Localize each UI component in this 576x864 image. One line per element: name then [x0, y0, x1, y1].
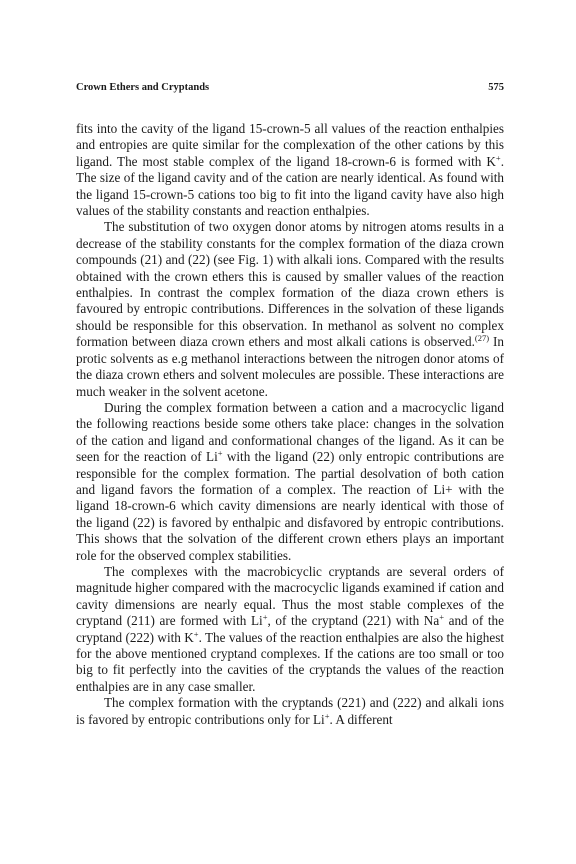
text-run: . A different: [329, 711, 393, 727]
superscript: +: [495, 152, 501, 163]
text-run: , of the cryptand (221) with Na: [267, 613, 440, 629]
text-run: with the ligand (22) only entropic contributions are responsible for the complex formation. The partial desolvation of both cation and ligand favors the formation of a complex. The reaction of Li+ with the ligand 18-crown-6 which cavity dimensions are nearly identical with those of the ligand (22) is favored by enthalpic and disfavored by entropic contributions. This shows that the solvation of the different crown ethers plays an important role for the observed complex stabilities.: [76, 449, 504, 563]
running-head-title: Crown Ethers and Cryptands: [76, 82, 210, 93]
text-run: and of the cryptand (222) with K: [76, 613, 505, 645]
superscript: +: [193, 628, 199, 639]
superscript: +: [439, 612, 444, 623]
text-run: fits into the cavity of the ligand 15-crown-5 all values of the reaction enthalpies and entropies are quite similar for the complexation of the other cations by this ligand. The most stable complex of the ligand 18-crown-6 is formed with K: [76, 121, 504, 169]
superscript: +: [262, 612, 268, 623]
paragraph-1: [76, 121, 504, 219]
text-run: The complex formation with the cryptands (221) and (222) and alkali ions is favored by entropic contributions only for Li: [76, 695, 504, 727]
paragraph-4: [76, 564, 504, 695]
text-run: . The size of the ligand cavity and of the cation are nearly identical. As found with the ligand 15-crown-5 cations too big to fit into the ligand cavity have also high values of the stability constants and reaction enthalpies.: [76, 153, 504, 219]
running-head: [76, 82, 504, 93]
superscript: +: [324, 710, 330, 721]
paragraph-2: [76, 219, 504, 399]
text-run: The substitution of two oxygen donor atoms by nitrogen atoms results in a decrease of the stability constants for the complex formation of the diaza crown compounds (21) and (22) (see Fig. 1) with alkali ions. Compared with the results obtained with the crown ethers this is caused by smaller values of the reaction enthalpies. In contrast the complex formation of the diaza crown ethers is favoured by entropic contributions. Differences in the solvation of these ligands should be responsible for this observation. In methanol as solvent no complex formation between diaza crown ethers and most alkali cations is observed.: [76, 219, 504, 350]
text-run: During the complex formation between a cation and a macrocyclic ligand the following reactions beside some others take place: changes in the solvation of the cation and ligand and conformational changes of the ligand. As it can be seen for the reaction of Li: [76, 399, 504, 465]
text-run: The complexes with the macrobicyclic cryptands are several orders of magnitude higher compared with the macrocyclic ligands examined if cation and cavity dimensions are nearly equal. Thus the most stable complexes of the cryptand (211) are formed with Li: [76, 563, 504, 629]
book-page: [76, 82, 504, 728]
text-run: In protic solvents as e.g methanol interactions between the nitrogen donor atoms of the diaza crown ethers and solvent molecules are possible. These interactions are much weaker in the solvent acetone.: [76, 334, 504, 399]
paragraph-5: [76, 695, 504, 728]
superscript: (27): [474, 333, 490, 344]
paragraph-3: [76, 400, 504, 564]
superscript: +: [217, 448, 223, 459]
page-number: 575: [488, 82, 504, 93]
text-run: . The values of the reaction enthalpies are also the highest for the above mentioned cryptand complexes. If the cations are too small or too big to fit perfectly into the cavities of the cryptands the values of the reaction enthalpies are in any case smaller.: [76, 629, 505, 694]
body-text: [76, 121, 504, 728]
